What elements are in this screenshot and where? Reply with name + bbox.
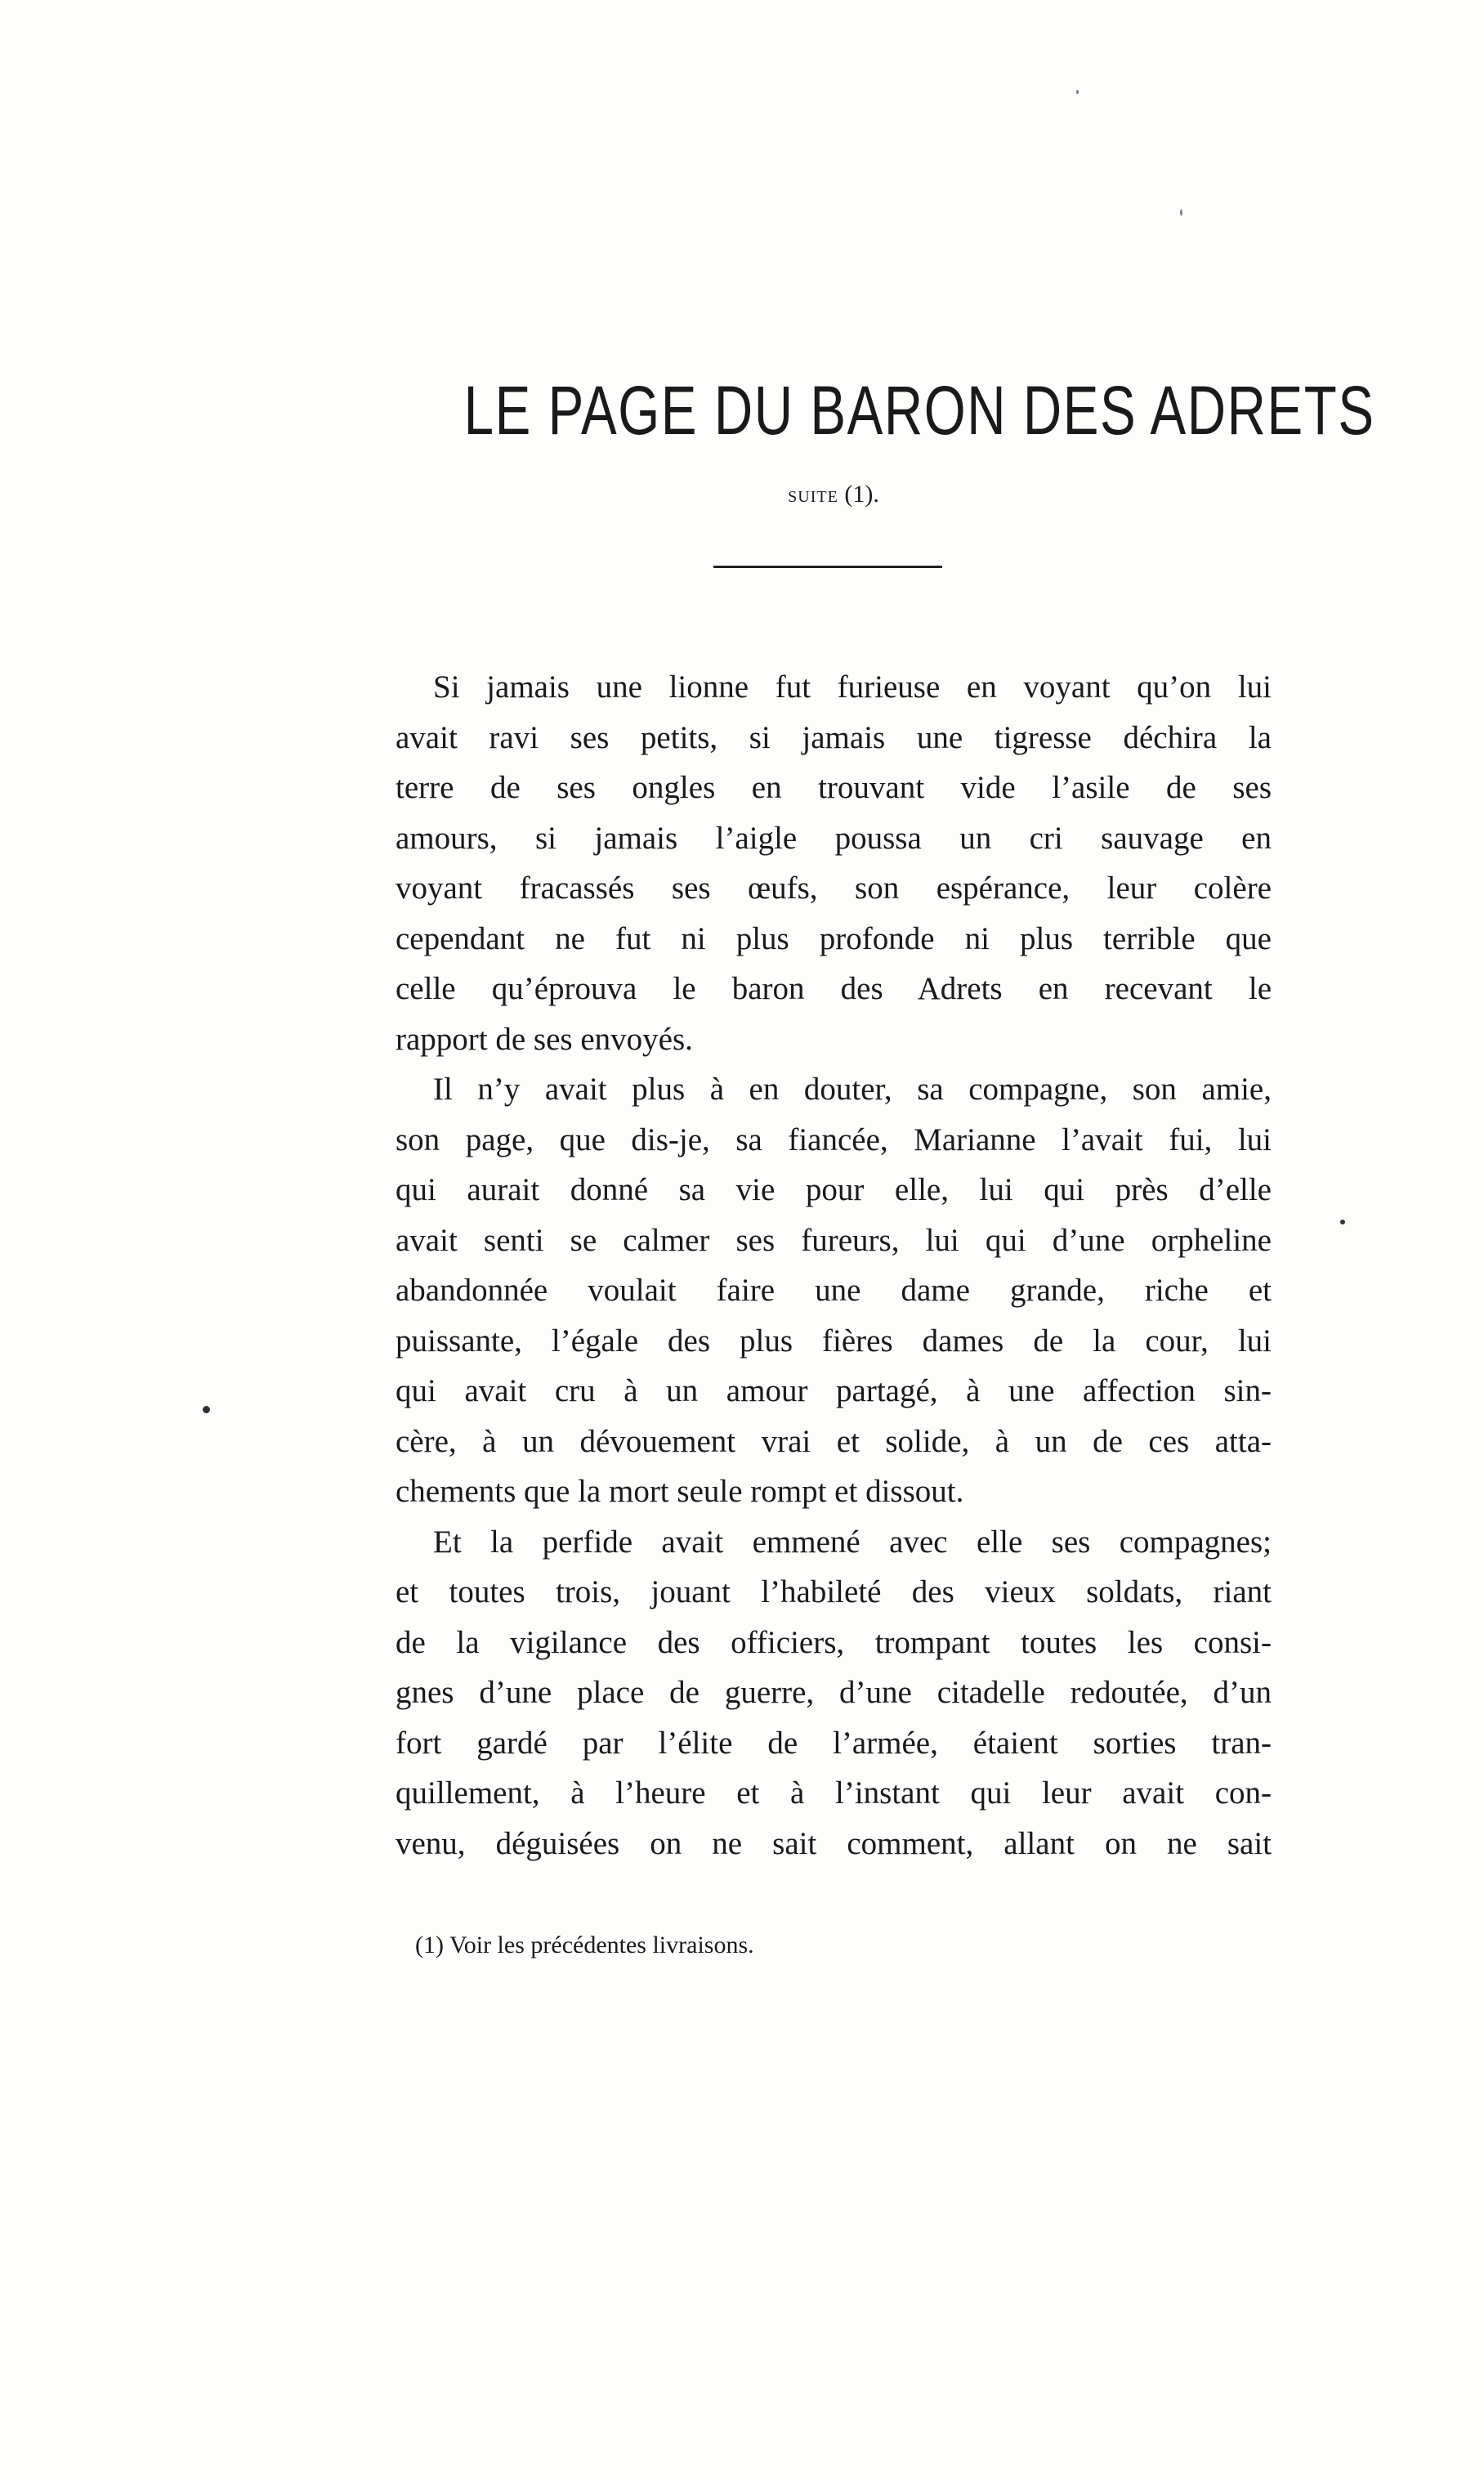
text-line: et toutes trois, jouant l’habileté des vieux soldats, riant — [396, 1574, 1272, 1609]
title-divider — [713, 566, 942, 568]
text-line: Si jamais une lionne fut furieuse en voyant qu’on lui — [433, 669, 1272, 705]
text-line: cependant ne fut ni plus profonde ni plus terrible que — [396, 920, 1272, 956]
text-line: qui aurait donné sa vie pour elle, lui qui près d’elle — [396, 1172, 1272, 1207]
body-text — [396, 662, 1272, 1869]
text-line: rapport de ses envoyés. — [396, 1021, 693, 1057]
text-line: Et la perfide avait emmené avec elle ses compagnes; — [433, 1524, 1272, 1560]
text-line: voyant fracassés ses œufs, son espérance, leur colère — [396, 871, 1272, 906]
text-line: son page, que dis-je, sa fiancée, Marianne l’avait fui, lui — [396, 1121, 1272, 1157]
text-line: chements que la mort seule rompt et dissout. — [396, 1474, 964, 1509]
text-line: Il n’y avait plus à en douter, sa compagne, son amie, — [433, 1072, 1272, 1107]
text-line: terre de ses ongles en trouvant vide l’asile de ses — [396, 770, 1272, 805]
ink-speck — [1180, 209, 1182, 216]
text-line: quillement, à l’heure et à l’instant qui leur avait con- — [396, 1775, 1272, 1811]
text-line: cère, à un dévouement vrai et solide, à un de ces atta- — [396, 1423, 1272, 1459]
text-line: fort gardé par l’élite de l’armée, étaient sorties tran- — [396, 1725, 1272, 1761]
text-line: amours, si jamais l’aigle poussa un cri sauvage en — [396, 820, 1272, 856]
footnote-reference: (1). — [844, 481, 879, 508]
text-line: puissante, l’égale des plus fières dames de la cour, lui — [396, 1323, 1272, 1359]
text-line: qui avait cru à un amour partagé, à une affection sin- — [396, 1373, 1272, 1408]
text-line: gnes d’une place de guerre, d’une citadelle redoutée, d’un — [396, 1675, 1272, 1710]
page-title: LE PAGE DU BARON DES ADRETS — [463, 372, 1375, 449]
ink-speck — [1340, 1220, 1345, 1224]
text-line: avait ravi ses petits, si jamais une tigresse déchira la — [396, 719, 1272, 755]
text-line: celle qu’éprouva le baron des Adrets en recevant le — [396, 971, 1272, 1006]
footnote: (1) Voir les précédentes livraisons. — [415, 1932, 754, 1958]
text-line: de la vigilance des officiers, trompant toutes les consi- — [396, 1624, 1272, 1660]
ink-speck — [203, 1406, 210, 1413]
text-line: venu, déguisées on ne sait comment, allant on ne sait — [396, 1825, 1272, 1861]
text-line: avait senti se calmer ses fureurs, lui qui d’une orpheline — [396, 1222, 1272, 1258]
text-line: abandonnée voulait faire une dame grande, riche et — [396, 1273, 1272, 1308]
subtitle — [768, 478, 899, 512]
subtitle-word: suite — [788, 482, 838, 508]
ink-speck — [1076, 90, 1079, 94]
